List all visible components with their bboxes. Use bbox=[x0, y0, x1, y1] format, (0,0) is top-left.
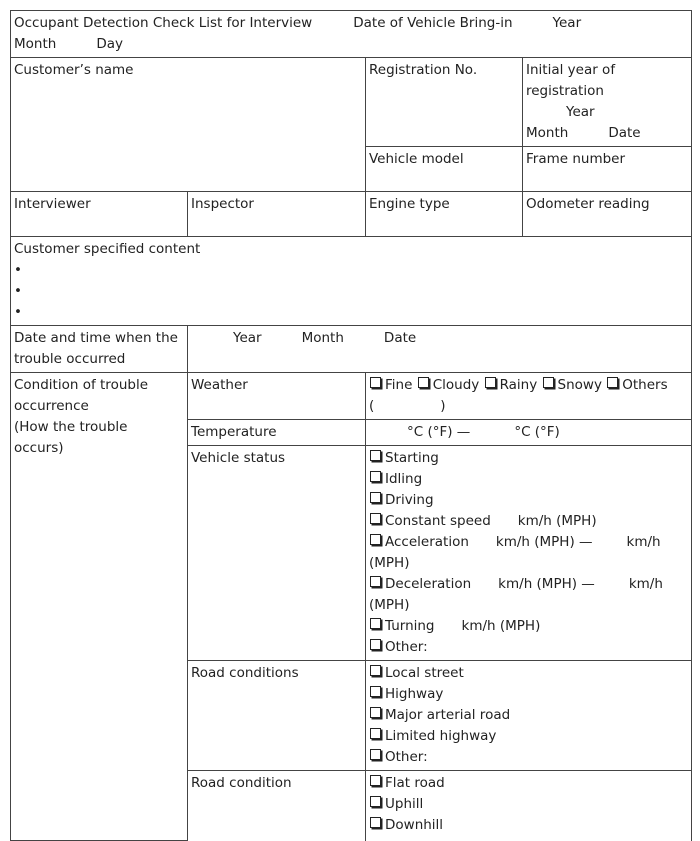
trouble-date-month: Month bbox=[301, 330, 344, 346]
road-downhill: Downhill bbox=[385, 817, 444, 833]
specified-content-row bbox=[11, 237, 692, 326]
weather-options-cell bbox=[366, 373, 692, 420]
bring-in-month: Month bbox=[14, 36, 57, 52]
registration-row bbox=[11, 58, 692, 147]
bullet-item: • bbox=[14, 262, 22, 278]
bullet-item: • bbox=[14, 283, 22, 299]
checkbox[interactable] bbox=[370, 817, 381, 828]
vehicle-status-label-cell bbox=[188, 446, 366, 661]
road-major-arterial: Major arterial road bbox=[385, 707, 511, 723]
interviewer-label: Interviewer bbox=[14, 196, 91, 212]
condition-label-cell bbox=[11, 373, 188, 841]
checkbox[interactable] bbox=[370, 513, 381, 524]
inspector-cell[interactable] bbox=[188, 192, 366, 237]
trouble-date-row bbox=[11, 326, 692, 373]
status-deceleration: Deceleration bbox=[385, 576, 472, 592]
status-idling: Idling bbox=[385, 471, 423, 487]
deceleration-unit-to: km/h bbox=[628, 576, 663, 592]
acceleration-unit-to: km/h bbox=[626, 534, 661, 550]
vehicle-model-cell[interactable] bbox=[366, 147, 523, 192]
vehicle-model-label: Vehicle model bbox=[369, 151, 464, 167]
condition-label-4: occurs) bbox=[14, 440, 64, 456]
weather-paren-open: ( bbox=[369, 398, 375, 414]
weather-cloudy: Cloudy bbox=[432, 377, 480, 393]
initial-year-month: Month bbox=[526, 125, 569, 141]
checkbox[interactable] bbox=[370, 749, 381, 760]
checkbox[interactable] bbox=[370, 686, 381, 697]
trouble-date-year: Year bbox=[233, 330, 262, 346]
frame-number-cell[interactable] bbox=[523, 147, 692, 192]
road-conditions-label: Road conditions bbox=[191, 665, 299, 681]
vehicle-status-label: Vehicle status bbox=[191, 450, 286, 466]
road-local-street: Local street bbox=[385, 665, 464, 681]
road-flat: Flat road bbox=[385, 775, 445, 791]
registration-no-cell[interactable] bbox=[366, 58, 523, 147]
inspector-label: Inspector bbox=[191, 196, 254, 212]
specified-content-cell[interactable] bbox=[11, 237, 692, 326]
checkbox[interactable] bbox=[418, 377, 429, 388]
initial-year-cell[interactable] bbox=[523, 58, 692, 147]
bring-in-year: Year bbox=[552, 15, 582, 31]
deceleration-unit-mph: (MPH) bbox=[369, 597, 410, 613]
checkbox[interactable] bbox=[607, 377, 618, 388]
status-turning: Turning bbox=[385, 618, 435, 634]
checklist-table bbox=[10, 10, 692, 841]
weather-snowy: Snowy bbox=[557, 377, 602, 393]
acceleration-unit-from: km/h (MPH) — bbox=[495, 534, 593, 550]
vehicle-status-options-cell bbox=[366, 446, 692, 661]
checklist-title: Occupant Detection Check List for Interview bbox=[14, 15, 313, 31]
checkbox[interactable] bbox=[485, 377, 496, 388]
initial-year-label-1: Initial year of bbox=[526, 62, 616, 78]
checkbox[interactable] bbox=[543, 377, 554, 388]
checkbox[interactable] bbox=[370, 796, 381, 807]
road-highway: Highway bbox=[385, 686, 444, 702]
header-row bbox=[11, 11, 692, 58]
temperature-label: Temperature bbox=[191, 424, 277, 440]
status-acceleration: Acceleration bbox=[385, 534, 469, 550]
weather-paren-close: ) bbox=[440, 398, 446, 414]
staff-row bbox=[11, 192, 692, 237]
temperature-from: °C (°F) — bbox=[407, 424, 471, 440]
checkbox[interactable] bbox=[370, 471, 381, 482]
condition-label-3: (How the trouble bbox=[14, 419, 128, 435]
odometer-label: Odometer reading bbox=[526, 196, 650, 212]
interviewer-cell[interactable] bbox=[11, 192, 188, 237]
road-conditions-options-cell bbox=[366, 661, 692, 771]
trouble-date-label-2: trouble occurred bbox=[14, 351, 126, 367]
status-constant-speed: Constant speed bbox=[385, 513, 491, 529]
weather-label-cell bbox=[188, 373, 366, 420]
engine-type-label: Engine type bbox=[369, 196, 450, 212]
checkbox[interactable] bbox=[370, 639, 381, 650]
checkbox[interactable] bbox=[370, 618, 381, 629]
constant-speed-unit: km/h (MPH) bbox=[517, 513, 597, 529]
engine-type-cell[interactable] bbox=[366, 192, 523, 237]
odometer-cell[interactable] bbox=[523, 192, 692, 237]
weather-rainy: Rainy bbox=[499, 377, 538, 393]
temperature-to: °C (°F) bbox=[514, 424, 560, 440]
frame-number-label: Frame number bbox=[526, 151, 626, 167]
trouble-date-label-1: Date and time when the bbox=[14, 330, 178, 346]
specified-content-label: Customer specified content bbox=[14, 241, 201, 257]
condition-label-1: Condition of trouble bbox=[14, 377, 149, 393]
road-condition-label-cell bbox=[188, 771, 366, 841]
bring-in-day: Day bbox=[96, 36, 123, 52]
turning-unit: km/h (MPH) bbox=[461, 618, 541, 634]
trouble-date-value-cell[interactable] bbox=[188, 326, 692, 373]
checkbox[interactable] bbox=[370, 576, 381, 587]
weather-others: Others bbox=[622, 377, 668, 393]
deceleration-unit-from: km/h (MPH) — bbox=[498, 576, 595, 592]
customer-name-label: Customer’s name bbox=[14, 62, 134, 78]
registration-no-label: Registration No. bbox=[369, 62, 478, 78]
trouble-date-date: Date bbox=[383, 330, 417, 346]
status-starting: Starting bbox=[385, 450, 439, 466]
checkbox[interactable] bbox=[370, 665, 381, 676]
initial-year-year: Year bbox=[566, 104, 595, 120]
checkbox[interactable] bbox=[370, 534, 381, 545]
weather-row bbox=[11, 373, 692, 420]
acceleration-unit-mph: (MPH) bbox=[369, 555, 410, 571]
temperature-label-cell bbox=[188, 420, 366, 446]
weather-fine: Fine bbox=[385, 377, 413, 393]
checkbox[interactable] bbox=[370, 377, 381, 388]
status-driving: Driving bbox=[385, 492, 434, 508]
initial-year-label-2: registration bbox=[526, 83, 604, 99]
status-other: Other: bbox=[385, 639, 428, 655]
bullet-item: • bbox=[14, 304, 22, 320]
bring-in-label: Date of Vehicle Bring-in bbox=[353, 15, 513, 31]
header-cell bbox=[11, 11, 692, 58]
road-condition-options-cell bbox=[366, 771, 692, 841]
road-uphill: Uphill bbox=[385, 796, 424, 812]
road-condition-label: Road condition bbox=[191, 775, 292, 791]
trouble-date-label-cell bbox=[11, 326, 188, 373]
checkbox[interactable] bbox=[370, 450, 381, 461]
checkbox[interactable] bbox=[370, 728, 381, 739]
condition-label-2: occurrence bbox=[14, 398, 89, 414]
road-conditions-label-cell bbox=[188, 661, 366, 771]
checkbox[interactable] bbox=[370, 707, 381, 718]
checkbox[interactable] bbox=[370, 775, 381, 786]
checkbox[interactable] bbox=[370, 492, 381, 503]
customer-name-cell[interactable] bbox=[11, 58, 366, 192]
temperature-value-cell[interactable] bbox=[366, 420, 692, 446]
road-other: Other: bbox=[385, 749, 428, 765]
initial-year-date: Date bbox=[608, 125, 641, 141]
road-limited-highway: Limited highway bbox=[385, 728, 497, 744]
weather-label: Weather bbox=[191, 377, 248, 393]
